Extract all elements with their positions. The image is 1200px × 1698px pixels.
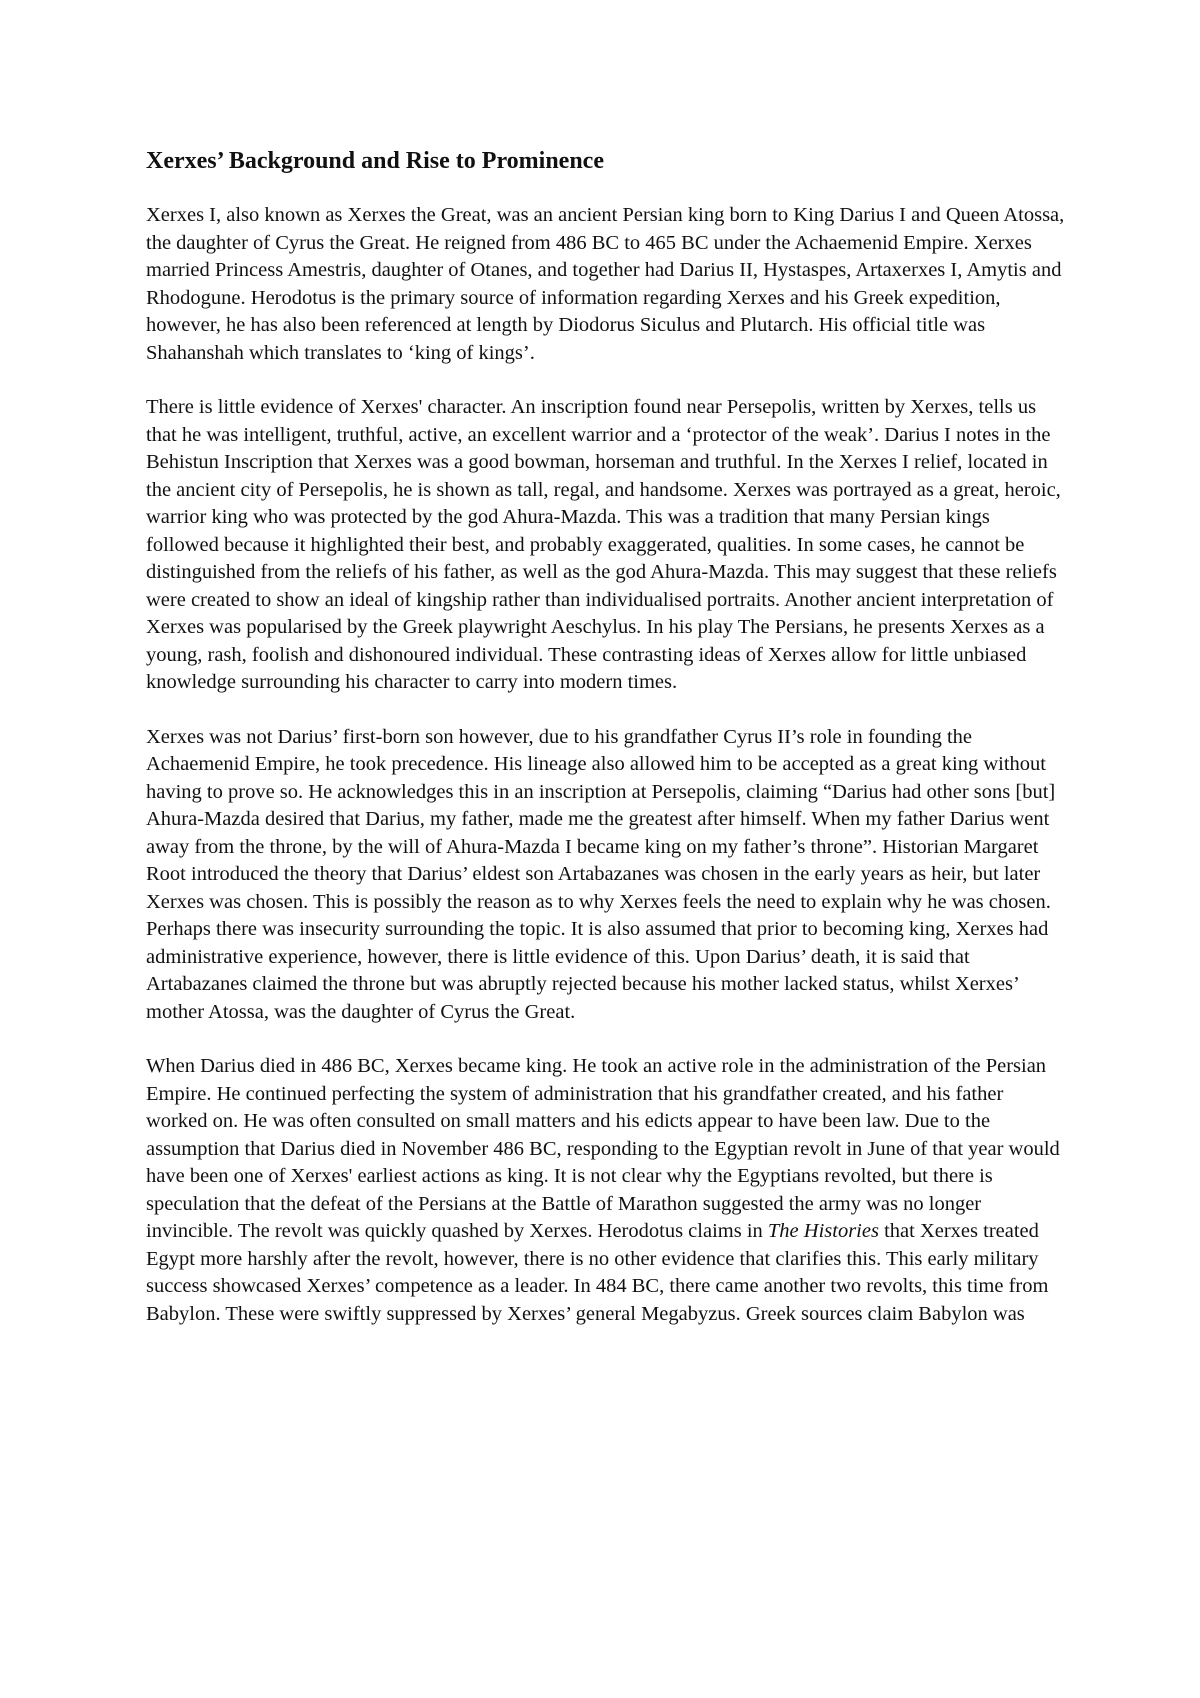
italic-book-title: The Histories (767, 1220, 879, 1242)
paragraph-reign (146, 1053, 1066, 1328)
paragraph-reign-text-start: When Darius died in 486 BC, Xerxes became king. He took an active role in the administration of the Persian Empire. He continued perfecting the system of administration that his grandfather created, and his father worked on. He was often consulted on small matters and his edicts appear to have been law. Due to the assumption that Darius died in November 486 BC, responding to the Egyptian revolt in June of that year would have been one of Xerxes' earliest actions as king. It is not clear why the Egyptians revolted, but there is speculation that the defeat of the Persians at the Battle of Marathon suggested the army was no longer invincible. The revolt was quickly quashed by Xerxes. Herodotus claims in (146, 1055, 1060, 1242)
paragraph-reign-text-end: that Xerxes treated Egypt more harshly after the revolt, however, there is no other evidence that clarifies this. This early military success showcased Xerxes’ competence as a leader. In 484 BC, there came another two revolts, this time from Babylon. These were swiftly suppressed by Xerxes’ general Megabyzus. Greek sources claim Babylon was (146, 1220, 1049, 1325)
page-title: Xerxes’ Background and Rise to Prominence (146, 148, 604, 174)
paragraph-character: There is little evidence of Xerxes' character. An inscription found near Persepolis, written by Xerxes, tells us that he was intelligent, truthful, active, an excellent warrior and a ‘protector of the weak’. Darius I notes in the Behistun Inscription that Xerxes was a good bowman, horseman and truthful. In the Xerxes I relief, located in the ancient city of Persepolis, he is shown as tall, regal, and handsome. Xerxes was portrayed as a great, heroic, warrior king who was protected by the god Ahura-Mazda. This was a tradition that many Persian kings followed because it highlighted their best, and probably exaggerated, qualities. In some cases, he cannot be distinguished from the reliefs of his father, as well as the god Ahura-Mazda. This may suggest that these reliefs were created to show an ideal of kingship rather than individualised portraits. Another ancient interpretation of Xerxes was popularised by the Greek playwright Aeschylus. In his play The Persians, he presents Xerxes as a young, rash, foolish and dishonoured individual. These contrasting ideas of Xerxes allow for little unbiased knowledge surrounding his character to carry into modern times. (146, 396, 1061, 693)
paragraph-succession: Xerxes was not Darius’ first-born son however, due to his grandfather Cyrus II’s role in founding the Achaemenid Empire, he took precedence. His lineage also allowed him to be accepted as a great king without having to prove so. He acknowledges this in an inscription at Persepolis, claiming “Darius had other sons [but] Ahura-Mazda desired that Darius, my father, made me the greatest after himself. When my father Darius went away from the throne, by the will of Ahura-Mazda I became king on my father’s throne”. Historian Margaret Root introduced the theory that Darius’ eldest son Artabazanes was chosen in the early years as heir, but later Xerxes was chosen. This is possibly the reason as to why Xerxes feels the need to explain why he was chosen. Perhaps there was insecurity surrounding the topic. It is also assumed that prior to becoming king, Xerxes had administrative experience, however, there is little evidence of this. Upon Darius’ death, it is said that Artabazanes claimed the throne but was abruptly rejected because his mother lacked status, whilst Xerxes’ mother Atossa, was the daughter of Cyrus the Great. (146, 725, 1056, 1023)
paragraph-background: Xerxes I, also known as Xerxes the Great, was an ancient Persian king born to King Darius I and Queen Atossa, the daughter of Cyrus the Great. He reigned from 486 BC to 465 BC under the Achaemenid Empire. Xerxes married Princess Amestris, daughter of Otanes, and together had Darius II, Hystaspes, Artaxerxes I, Amytis and Rhodogune. Herodotus is the primary source of information regarding Xerxes and his Greek expedition, however, he has also been referenced at length by Diodorus Siculus and Plutarch. His official title was Shahanshah which translates to ‘king of kings’. (146, 204, 1065, 364)
document-body (146, 146, 1066, 1355)
